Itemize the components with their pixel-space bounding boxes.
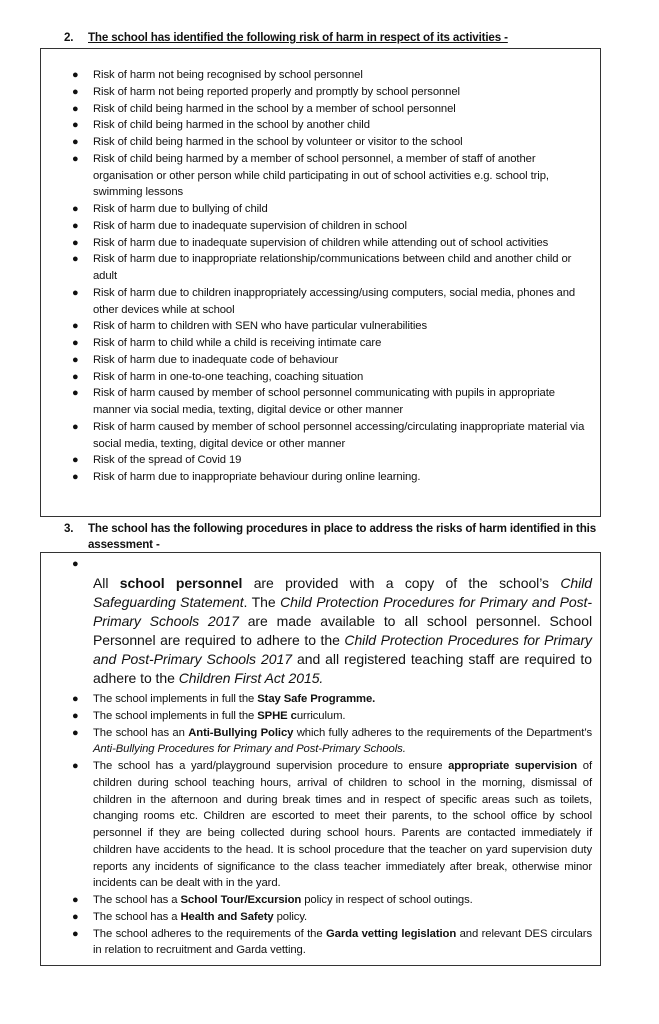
bullet-icon: ●	[72, 471, 79, 483]
procedure-item-school-tour: ● The school has a School Tour/Excursion policy in respect of school outings.	[41, 892, 600, 909]
bullet-icon: ●	[72, 136, 79, 148]
procedure-item-health-safety: ● The school has a Health and Safety policy.	[41, 909, 600, 926]
procedures-box	[40, 552, 601, 966]
procedure-item-anti-bullying: ● The school has an Anti-Bullying Policy which fully adheres to the requirements of the Department’s Anti-Bullying Procedures for Primary and Post-Primary Schools.	[72, 726, 593, 756]
bullet-icon: ●	[72, 693, 79, 705]
risk-item: ● Risk of harm due to inadequate supervision of children while attending out of school activities	[41, 235, 600, 252]
bullet-icon: ●	[72, 353, 79, 366]
risk-item: ● Risk of harm due to children inappropriately accessing/using computers, social media, phones and other devices while at school	[72, 286, 576, 316]
bullet-icon: ●	[72, 760, 79, 772]
bullet-icon: ●	[72, 454, 79, 467]
bullet-icon: ●	[72, 709, 79, 722]
risk-item: ● Risk of harm due to inadequate supervision of children in school	[41, 218, 600, 235]
section-2-number: 2.	[64, 31, 74, 44]
bullet-icon: ●	[72, 726, 79, 739]
bullet-icon: ●	[72, 910, 79, 923]
bullet-icon: ●	[72, 253, 79, 266]
bullet-icon: ●	[72, 69, 79, 81]
procedure-item-stay-safe: ● The school implements in full the Stay Safe Programme.	[41, 691, 600, 708]
procedures-list	[41, 556, 600, 959]
bullet-icon: ●	[72, 558, 79, 570]
bullet-icon: ●	[72, 102, 79, 115]
bullet-icon: ●	[72, 337, 79, 349]
procedure-item-yard-supervision: ● The school has a yard/playground supervision procedure to ensure appropriate supervision of children during school teaching hours, arrival of children to school in the morning, dismissal of children in the afternoon and during break times and in respect of specific areas such as toilets, changing rooms etc. Children are escorted to meet their parents, to the school office by school personnel if they are being collected during school hours. Parents are contacted immediately if children have accidents to the head. It is school procedure that the teacher on yard supervision duty reports any incidents of significance to the class teacher immediately after break, otherwise minor incidents can be dealt with in the yard.	[72, 760, 593, 890]
section-2-heading	[64, 30, 508, 46]
bullet-icon: ●	[72, 286, 79, 299]
bullet-icon: ●	[72, 927, 79, 940]
risks-box	[40, 48, 601, 517]
risk-item: ● Risk of child being harmed in the school by a member of school personnel	[41, 101, 600, 118]
bullet-icon: ●	[72, 119, 79, 132]
bullet-icon: ●	[72, 219, 79, 232]
bullet-icon: ●	[72, 203, 79, 215]
section-3-heading	[64, 521, 644, 553]
risk-item: ● Risk of harm caused by member of school personnel accessing/circulating inappropriate material via social media, texting, digital device or other manner	[72, 420, 585, 450]
risk-item: ● Risk of harm not being reported properly and promptly by school personnel	[41, 84, 600, 101]
risk-item: ● Risk of harm to children with SEN who have particular vulnerabilities	[41, 318, 600, 335]
risks-list	[41, 67, 600, 486]
section-3-title-line-1: The school has the following procedures in place to address the risks of harm identified in this	[88, 522, 597, 535]
section-3-number: 3.	[64, 522, 74, 535]
risk-item: ● Risk of harm due to bullying of child	[41, 201, 600, 218]
procedure-item-garda-vetting: ● The school adheres to the requirements of the Garda vetting legislation and relevant DES circulars in relation to recruitment and Garda vetting.	[72, 927, 593, 957]
bullet-icon: ●	[72, 370, 79, 383]
section-2-title: The school has identified the following risk of harm in respect of its activities -	[88, 31, 508, 44]
bullet-icon: ●	[72, 320, 79, 333]
risk-item: ● Risk of harm not being recognised by school personnel	[41, 67, 600, 84]
bullet-icon: ●	[72, 387, 79, 400]
bullet-icon: ●	[72, 236, 79, 249]
bullet-icon: ●	[72, 152, 79, 165]
risk-item: ● Risk of harm due to inadequate code of behaviour	[41, 352, 600, 369]
risk-item: ● Risk of child being harmed by a member of school personnel, a member of staff of another organisation or other person while child participating in out of school activities e.g. school trip, swimming lessons	[72, 152, 549, 199]
bullet-icon: ●	[72, 420, 79, 433]
risk-item: ● Risk of harm to child while a child is receiving intimate care	[41, 335, 600, 352]
procedure-item-sphe: ● The school implements in full the SPHE curriculum.	[41, 708, 600, 725]
risk-item: ● Risk of harm in one-to-one teaching, coaching situation	[41, 369, 600, 386]
risk-item: ● Risk of harm due to inappropriate behaviour during online learning.	[41, 469, 600, 486]
risk-item: ● Risk of the spread of Covid 19	[41, 452, 600, 469]
bullet-icon: ●	[72, 85, 79, 98]
risk-item: ● Risk of harm due to inappropriate relationship/communications between child and another child or adult	[72, 253, 572, 282]
risk-item: ● Risk of child being harmed in the school by another child	[41, 117, 600, 134]
bullet-icon: ●	[72, 894, 79, 906]
risk-item: ● Risk of harm caused by member of school personnel communicating with pupils in appropriate manner via social media, texting, digital device or other manner	[72, 387, 555, 416]
procedure-paragraph: All school personnel are provided with a copy of the school’s Child Safeguarding Statement. The Child Protection Procedures for Primary and Post-Primary Schools 2017 are made available to all school personnel. School Personnel are required to adhere to the Child Protection Procedures for Primary and Post-Primary Schools 2017 and all registered teaching staff are required to adhere to the Children First Act 2015.	[93, 575, 593, 686]
risk-item: ● Risk of child being harmed in the school by volunteer or visitor to the school	[41, 134, 600, 151]
procedure-item-child-safeguarding	[41, 556, 600, 691]
section-3-title-line-2: assessment -	[88, 538, 160, 551]
